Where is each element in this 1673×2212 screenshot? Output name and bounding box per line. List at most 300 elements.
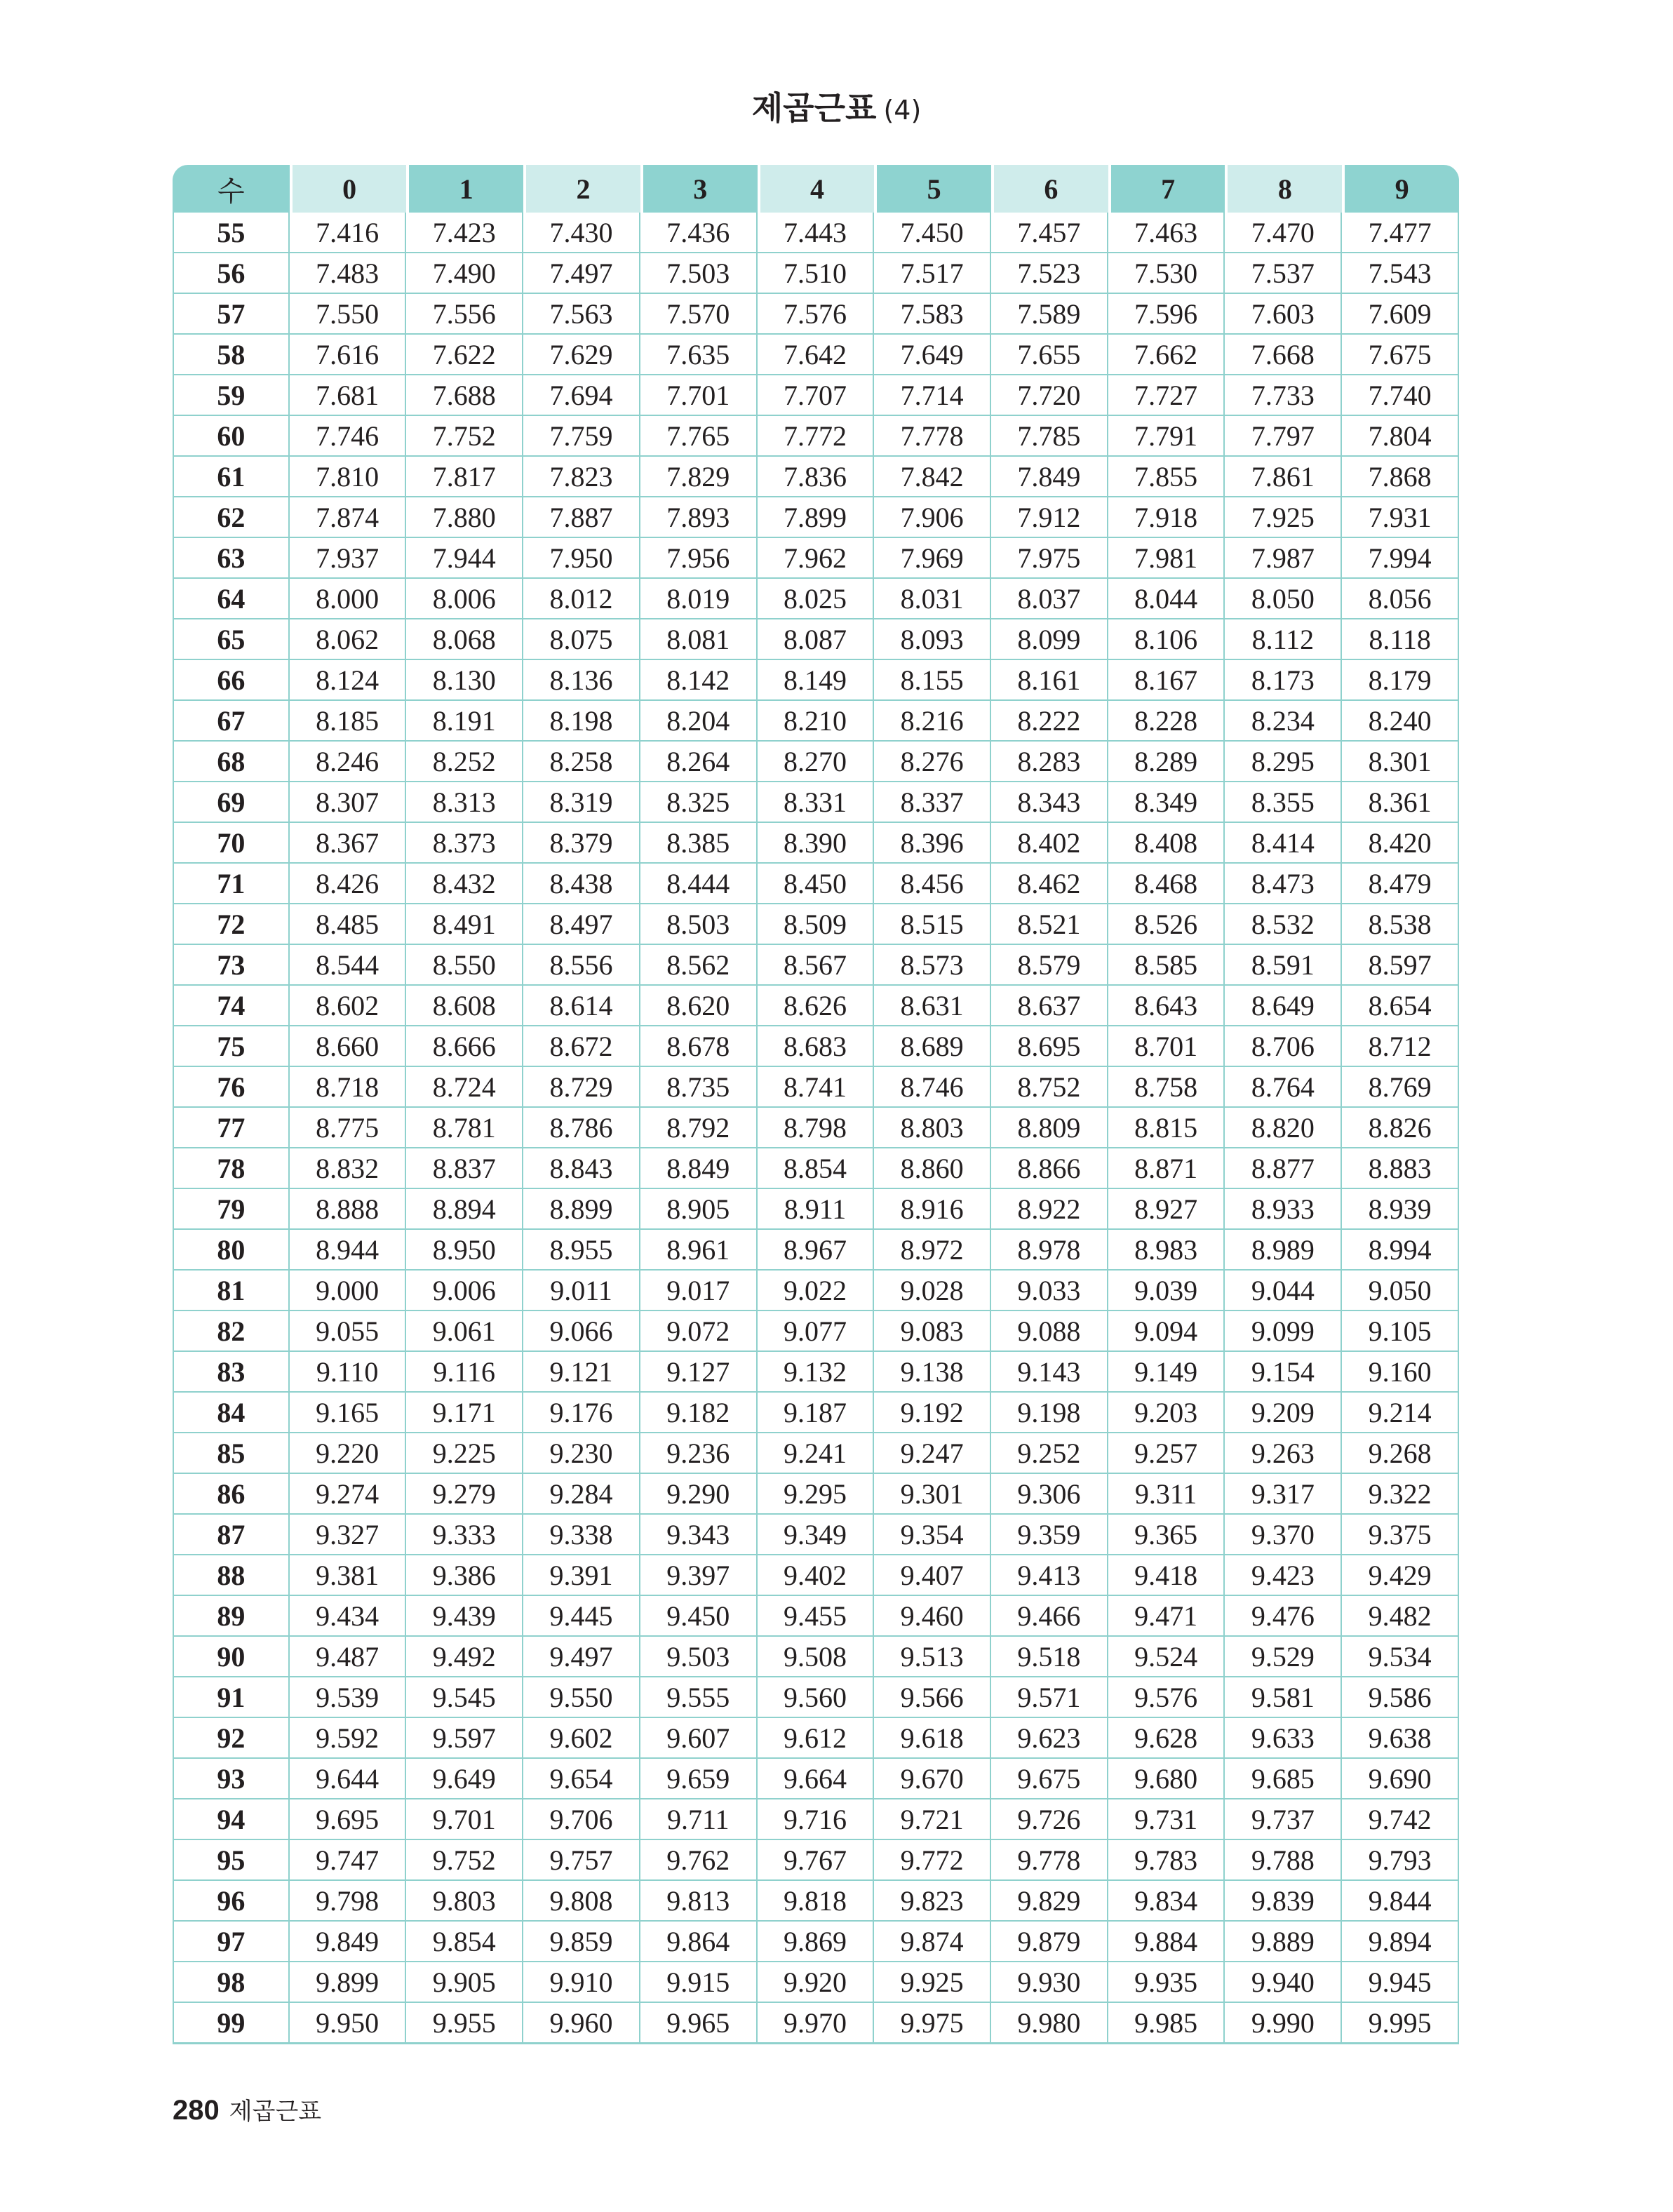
sqrt-value-cell: 9.066	[523, 1311, 640, 1352]
sqrt-value-cell: 9.783	[1108, 1840, 1225, 1881]
row-number-cell: 57	[173, 294, 290, 335]
sqrt-value-cell: 9.460	[874, 1596, 991, 1637]
sqrt-value-cell: 8.837	[406, 1148, 523, 1189]
sqrt-value-cell: 7.975	[991, 538, 1108, 579]
table-row	[173, 701, 1459, 742]
sqrt-value-cell: 8.654	[1342, 986, 1459, 1026]
sqrt-value-cell: 7.589	[991, 294, 1108, 335]
sqrt-value-cell: 8.468	[1108, 864, 1225, 904]
sqrt-value-cell: 9.375	[1342, 1515, 1459, 1555]
table-row	[173, 1962, 1459, 2003]
sqrt-value-cell: 9.798	[290, 1881, 407, 1922]
sqrt-value-cell: 9.757	[523, 1840, 640, 1881]
sqrt-value-cell: 8.426	[290, 864, 407, 904]
sqrt-value-cell: 8.899	[523, 1189, 640, 1230]
sqrt-value-cell: 7.701	[640, 375, 758, 416]
sqrt-value-cell: 7.537	[1225, 253, 1342, 294]
sqrt-value-cell: 7.956	[640, 538, 758, 579]
sqrt-value-cell: 9.940	[1225, 1962, 1342, 2003]
sqrt-value-cell: 8.307	[290, 782, 407, 823]
table-row	[173, 1311, 1459, 1352]
sqrt-value-cell: 8.081	[640, 619, 758, 660]
sqrt-value-cell: 9.965	[640, 2003, 758, 2044]
sqrt-value-cell: 7.550	[290, 294, 407, 335]
sqrt-value-cell: 7.510	[758, 253, 875, 294]
row-number-cell: 68	[173, 742, 290, 782]
sqrt-value-cell: 7.629	[523, 335, 640, 375]
sqrt-value-cell: 9.778	[991, 1840, 1108, 1881]
table-row	[173, 1637, 1459, 1677]
sqrt-value-cell: 8.056	[1342, 579, 1459, 619]
table-row	[173, 2003, 1459, 2044]
sqrt-value-cell: 9.524	[1108, 1637, 1225, 1677]
sqrt-value-cell: 9.633	[1225, 1718, 1342, 1759]
sqrt-value-cell: 8.497	[523, 904, 640, 945]
row-number-cell: 99	[173, 2003, 290, 2044]
table-row	[173, 782, 1459, 823]
sqrt-value-cell: 8.950	[406, 1230, 523, 1271]
sqrt-value-cell: 8.758	[1108, 1067, 1225, 1108]
sqrt-value-cell: 9.354	[874, 1515, 991, 1555]
sqrt-value-cell: 9.869	[758, 1922, 875, 1962]
sqrt-value-cell: 9.711	[640, 1799, 758, 1840]
table-row	[173, 742, 1459, 782]
sqrt-value-cell: 8.526	[1108, 904, 1225, 945]
sqrt-value-cell: 8.608	[406, 986, 523, 1026]
sqrt-value-cell: 8.860	[874, 1148, 991, 1189]
sqrt-value-cell: 9.343	[640, 1515, 758, 1555]
sqrt-value-cell: 8.491	[406, 904, 523, 945]
sqrt-value-cell: 7.765	[640, 416, 758, 457]
sqrt-value-cell: 7.635	[640, 335, 758, 375]
table-row	[173, 294, 1459, 335]
table-row	[173, 986, 1459, 1026]
sqrt-value-cell: 7.880	[406, 497, 523, 538]
sqrt-value-cell: 7.622	[406, 335, 523, 375]
sqrt-value-cell: 7.675	[1342, 335, 1459, 375]
sqrt-value-cell: 8.532	[1225, 904, 1342, 945]
sqrt-value-cell: 9.915	[640, 1962, 758, 2003]
sqrt-value-cell: 9.257	[1108, 1433, 1225, 1474]
sqrt-value-cell: 8.544	[290, 945, 407, 986]
sqrt-value-cell: 9.788	[1225, 1840, 1342, 1881]
sqrt-value-cell: 9.072	[640, 1311, 758, 1352]
sqrt-value-cell: 9.889	[1225, 1922, 1342, 1962]
sqrt-value-cell: 8.678	[640, 1026, 758, 1067]
sqrt-value-cell: 8.075	[523, 619, 640, 660]
sqrt-value-cell: 8.994	[1342, 1230, 1459, 1271]
sqrt-value-cell: 8.967	[758, 1230, 875, 1271]
sqrt-value-cell: 8.432	[406, 864, 523, 904]
sqrt-value-cell: 9.586	[1342, 1677, 1459, 1718]
sqrt-value-cell: 8.234	[1225, 701, 1342, 742]
sqrt-value-cell: 7.497	[523, 253, 640, 294]
sqrt-value-cell: 8.933	[1225, 1189, 1342, 1230]
sqrt-value-cell: 7.733	[1225, 375, 1342, 416]
sqrt-value-cell: 8.456	[874, 864, 991, 904]
sqrt-value-cell: 8.420	[1342, 823, 1459, 864]
sqrt-value-cell: 8.025	[758, 579, 875, 619]
sqrt-value-cell: 9.975	[874, 2003, 991, 2044]
sqrt-value-cell: 9.612	[758, 1718, 875, 1759]
sqrt-value-cell: 7.596	[1108, 294, 1225, 335]
sqrt-value-cell: 9.879	[991, 1922, 1108, 1962]
sqrt-value-cell: 7.874	[290, 497, 407, 538]
sqrt-value-cell: 8.573	[874, 945, 991, 986]
row-number-cell: 97	[173, 1922, 290, 1962]
sqrt-value-cell: 8.044	[1108, 579, 1225, 619]
sqrt-value-cell: 9.165	[290, 1393, 407, 1433]
sqrt-value-cell: 8.479	[1342, 864, 1459, 904]
row-number-cell: 65	[173, 619, 290, 660]
table-row	[173, 864, 1459, 904]
sqrt-value-cell: 7.797	[1225, 416, 1342, 457]
header-col-5: 5	[874, 165, 991, 213]
sqrt-value-cell: 9.033	[991, 1271, 1108, 1311]
sqrt-value-cell: 9.077	[758, 1311, 875, 1352]
sqrt-value-cell: 9.039	[1108, 1271, 1225, 1311]
sqrt-value-cell: 8.331	[758, 782, 875, 823]
sqrt-value-cell: 9.083	[874, 1311, 991, 1352]
sqrt-value-cell: 7.583	[874, 294, 991, 335]
sqrt-value-cell: 9.864	[640, 1922, 758, 1962]
sqrt-value-cell: 9.829	[991, 1881, 1108, 1922]
sqrt-value-cell: 8.781	[406, 1108, 523, 1148]
sqrt-value-cell: 7.785	[991, 416, 1108, 457]
sqrt-value-cell: 9.225	[406, 1433, 523, 1474]
sqrt-value-cell: 8.438	[523, 864, 640, 904]
sqrt-value-cell: 8.741	[758, 1067, 875, 1108]
sqrt-value-cell: 8.815	[1108, 1108, 1225, 1148]
sqrt-value-cell: 7.804	[1342, 416, 1459, 457]
row-number-cell: 77	[173, 1108, 290, 1148]
sqrt-value-cell: 9.731	[1108, 1799, 1225, 1840]
sqrt-value-cell: 9.220	[290, 1433, 407, 1474]
sqrt-value-cell: 7.810	[290, 457, 407, 497]
sqrt-value-cell: 8.450	[758, 864, 875, 904]
sqrt-value-cell: 8.843	[523, 1148, 640, 1189]
sqrt-value-cell: 7.430	[523, 213, 640, 253]
sqrt-value-cell: 7.530	[1108, 253, 1225, 294]
sqrt-value-cell: 8.325	[640, 782, 758, 823]
sqrt-value-cell: 9.839	[1225, 1881, 1342, 1922]
sqrt-value-cell: 7.868	[1342, 457, 1459, 497]
sqrt-value-cell: 8.649	[1225, 986, 1342, 1026]
sqrt-value-cell: 9.132	[758, 1352, 875, 1393]
table-row	[173, 619, 1459, 660]
row-number-cell: 66	[173, 660, 290, 701]
table-row	[173, 1067, 1459, 1108]
table-row	[173, 1148, 1459, 1189]
sqrt-value-cell: 8.792	[640, 1108, 758, 1148]
sqrt-value-cell: 8.939	[1342, 1189, 1459, 1230]
sqrt-value-cell: 9.413	[991, 1555, 1108, 1596]
sqrt-value-cell: 9.726	[991, 1799, 1108, 1840]
sqrt-value-cell: 9.623	[991, 1718, 1108, 1759]
sqrt-value-cell: 8.809	[991, 1108, 1108, 1148]
sqrt-value-cell: 9.274	[290, 1474, 407, 1515]
sqrt-value-cell: 9.654	[523, 1759, 640, 1799]
sqrt-value-cell: 7.436	[640, 213, 758, 253]
sqrt-value-cell: 7.576	[758, 294, 875, 335]
sqrt-value-cell: 8.264	[640, 742, 758, 782]
sqrt-value-cell: 8.911	[758, 1189, 875, 1230]
sqrt-value-cell: 8.894	[406, 1189, 523, 1230]
page-footer	[173, 2092, 321, 2126]
sqrt-value-cell: 9.455	[758, 1596, 875, 1637]
sqrt-value-cell: 8.210	[758, 701, 875, 742]
sqrt-value-cell: 9.429	[1342, 1555, 1459, 1596]
sqrt-value-cell: 7.912	[991, 497, 1108, 538]
sqrt-value-cell: 8.118	[1342, 619, 1459, 660]
sqrt-value-cell: 9.706	[523, 1799, 640, 1840]
table-row	[173, 1515, 1459, 1555]
sqrt-value-cell: 7.759	[523, 416, 640, 457]
sqrt-value-cell: 9.268	[1342, 1433, 1459, 1474]
sqrt-value-cell: 9.397	[640, 1555, 758, 1596]
sqrt-value-cell: 8.905	[640, 1189, 758, 1230]
sqrt-value-cell: 7.969	[874, 538, 991, 579]
sqrt-value-cell: 7.490	[406, 253, 523, 294]
sqrt-value-cell: 7.887	[523, 497, 640, 538]
sqrt-value-cell: 9.322	[1342, 1474, 1459, 1515]
sqrt-value-cell: 8.006	[406, 579, 523, 619]
sqrt-value-cell: 7.694	[523, 375, 640, 416]
sqrt-value-cell: 9.230	[523, 1433, 640, 1474]
sqrt-value-cell: 8.124	[290, 660, 407, 701]
sqrt-value-cell: 9.011	[523, 1271, 640, 1311]
sqrt-value-cell: 8.877	[1225, 1148, 1342, 1189]
sqrt-value-cell: 9.149	[1108, 1352, 1225, 1393]
table-row	[173, 457, 1459, 497]
sqrt-value-cell: 9.006	[406, 1271, 523, 1311]
sqrt-value-cell: 9.198	[991, 1393, 1108, 1433]
sqrt-value-cell: 9.022	[758, 1271, 875, 1311]
sqrt-value-cell: 9.116	[406, 1352, 523, 1393]
sqrt-value-cell: 8.803	[874, 1108, 991, 1148]
table-row	[173, 1026, 1459, 1067]
sqrt-value-cell: 9.176	[523, 1393, 640, 1433]
sqrt-value-cell: 8.276	[874, 742, 991, 782]
table-row	[173, 335, 1459, 375]
sqrt-value-cell: 7.457	[991, 213, 1108, 253]
sqrt-value-cell: 9.386	[406, 1555, 523, 1596]
sqrt-value-cell: 9.854	[406, 1922, 523, 1962]
table-row	[173, 1677, 1459, 1718]
sqrt-value-cell: 8.626	[758, 986, 875, 1026]
sqrt-value-cell: 8.689	[874, 1026, 991, 1067]
sqrt-value-cell: 8.775	[290, 1108, 407, 1148]
sqrt-value-cell: 9.539	[290, 1677, 407, 1718]
footer-label: 제곱근표	[229, 2098, 322, 2126]
sqrt-value-cell: 9.884	[1108, 1922, 1225, 1962]
sqrt-value-cell: 7.893	[640, 497, 758, 538]
table-row	[173, 1881, 1459, 1922]
sqrt-value-cell: 9.818	[758, 1881, 875, 1922]
sqrt-value-cell: 7.714	[874, 375, 991, 416]
sqrt-value-cell: 9.849	[290, 1922, 407, 1962]
sqrt-value-cell: 8.866	[991, 1148, 1108, 1189]
row-number-cell: 96	[173, 1881, 290, 1922]
sqrt-value-cell: 9.182	[640, 1393, 758, 1433]
sqrt-value-cell: 9.279	[406, 1474, 523, 1515]
table-row	[173, 1230, 1459, 1271]
sqrt-value-cell: 8.922	[991, 1189, 1108, 1230]
sqrt-value-cell: 8.191	[406, 701, 523, 742]
row-number-cell: 92	[173, 1718, 290, 1759]
sqrt-value-cell: 9.192	[874, 1393, 991, 1433]
sqrt-value-cell: 8.396	[874, 823, 991, 864]
sqrt-value-cell: 9.359	[991, 1515, 1108, 1555]
sqrt-value-cell: 9.487	[290, 1637, 407, 1677]
sqrt-value-cell: 8.373	[406, 823, 523, 864]
row-number-cell: 84	[173, 1393, 290, 1433]
sqrt-value-cell: 8.849	[640, 1148, 758, 1189]
sqrt-value-cell: 8.989	[1225, 1230, 1342, 1271]
sqrt-value-cell: 7.791	[1108, 416, 1225, 457]
row-number-cell: 80	[173, 1230, 290, 1271]
row-number-cell: 88	[173, 1555, 290, 1596]
sqrt-value-cell: 7.649	[874, 335, 991, 375]
sqrt-value-cell: 9.659	[640, 1759, 758, 1799]
sqrt-value-cell: 8.983	[1108, 1230, 1225, 1271]
sqrt-value-cell: 7.778	[874, 416, 991, 457]
sqrt-value-cell: 9.592	[290, 1718, 407, 1759]
table-row	[173, 375, 1459, 416]
sqrt-value-cell: 7.752	[406, 416, 523, 457]
sqrt-value-cell: 7.931	[1342, 497, 1459, 538]
sqrt-value-cell: 9.105	[1342, 1311, 1459, 1352]
sqrt-value-cell: 8.390	[758, 823, 875, 864]
sqrt-value-cell: 8.283	[991, 742, 1108, 782]
sqrt-value-cell: 9.607	[640, 1718, 758, 1759]
table-row	[173, 1433, 1459, 1474]
sqrt-value-cell: 9.306	[991, 1474, 1108, 1515]
sqrt-value-cell: 7.416	[290, 213, 407, 253]
sqrt-value-cell: 9.492	[406, 1637, 523, 1677]
sqrt-value-cell: 8.222	[991, 701, 1108, 742]
header-col-0: 0	[290, 165, 407, 213]
sqrt-value-cell: 9.311	[1108, 1474, 1225, 1515]
sqrt-value-cell: 8.683	[758, 1026, 875, 1067]
sqrt-value-cell: 8.313	[406, 782, 523, 823]
row-number-cell: 78	[173, 1148, 290, 1189]
row-number-cell: 64	[173, 579, 290, 619]
sqrt-value-cell: 9.143	[991, 1352, 1108, 1393]
sqrt-value-cell: 9.513	[874, 1637, 991, 1677]
sqrt-value-cell: 8.972	[874, 1230, 991, 1271]
row-number-cell: 82	[173, 1311, 290, 1352]
sqrt-value-cell: 7.470	[1225, 213, 1342, 253]
table-row	[173, 416, 1459, 457]
sqrt-value-cell: 9.894	[1342, 1922, 1459, 1962]
table-row	[173, 1352, 1459, 1393]
sqrt-value-cell: 8.746	[874, 1067, 991, 1108]
sqrt-value-cell: 8.672	[523, 1026, 640, 1067]
sqrt-value-cell: 8.614	[523, 986, 640, 1026]
sqrt-value-cell: 9.737	[1225, 1799, 1342, 1840]
sqrt-value-cell: 8.099	[991, 619, 1108, 660]
sqrt-value-cell: 7.570	[640, 294, 758, 335]
sqrt-value-cell: 9.391	[523, 1555, 640, 1596]
sqrt-value-cell: 9.333	[406, 1515, 523, 1555]
sqrt-value-cell: 7.987	[1225, 538, 1342, 579]
sqrt-value-cell: 9.920	[758, 1962, 875, 2003]
sqrt-value-cell: 9.980	[991, 2003, 1108, 2044]
sqrt-value-cell: 7.503	[640, 253, 758, 294]
sqrt-value-cell: 8.444	[640, 864, 758, 904]
table-row	[173, 1759, 1459, 1799]
sqrt-value-cell: 9.450	[640, 1596, 758, 1637]
sqrt-value-cell: 9.935	[1108, 1962, 1225, 2003]
sqrt-value-cell: 7.740	[1342, 375, 1459, 416]
sqrt-value-cell: 9.295	[758, 1474, 875, 1515]
sqrt-value-cell: 7.688	[406, 375, 523, 416]
sqrt-value-cell: 8.764	[1225, 1067, 1342, 1108]
sqrt-value-cell: 8.666	[406, 1026, 523, 1067]
sqrt-value-cell: 9.576	[1108, 1677, 1225, 1718]
table-row	[173, 660, 1459, 701]
sqrt-value-cell: 9.290	[640, 1474, 758, 1515]
sqrt-value-cell: 9.000	[290, 1271, 407, 1311]
sqrt-value-cell: 9.381	[290, 1555, 407, 1596]
sqrt-value-cell: 8.602	[290, 986, 407, 1026]
table-body	[173, 213, 1459, 2044]
sqrt-value-cell: 8.724	[406, 1067, 523, 1108]
sqrt-value-cell: 8.643	[1108, 986, 1225, 1026]
sqrt-value-cell: 9.747	[290, 1840, 407, 1881]
sqrt-value-cell: 8.136	[523, 660, 640, 701]
table-row	[173, 1840, 1459, 1881]
row-number-cell: 76	[173, 1067, 290, 1108]
sqrt-value-cell: 8.515	[874, 904, 991, 945]
table-header-row	[173, 165, 1459, 213]
row-number-cell: 59	[173, 375, 290, 416]
row-number-cell: 73	[173, 945, 290, 986]
sqrt-value-cell: 7.950	[523, 538, 640, 579]
sqrt-value-cell: 9.094	[1108, 1311, 1225, 1352]
sqrt-value-cell: 9.834	[1108, 1881, 1225, 1922]
table-row	[173, 579, 1459, 619]
sqrt-value-cell: 9.581	[1225, 1677, 1342, 1718]
sqrt-value-cell: 9.910	[523, 1962, 640, 2003]
sqrt-value-cell: 9.602	[523, 1718, 640, 1759]
row-number-cell: 61	[173, 457, 290, 497]
sqrt-value-cell: 9.742	[1342, 1799, 1459, 1840]
sqrt-value-cell: 8.062	[290, 619, 407, 660]
row-number-cell: 89	[173, 1596, 290, 1637]
sqrt-value-cell: 9.874	[874, 1922, 991, 1962]
sqrt-value-cell: 9.497	[523, 1637, 640, 1677]
sqrt-value-cell: 8.198	[523, 701, 640, 742]
sqrt-value-cell: 8.729	[523, 1067, 640, 1108]
header-col-9: 9	[1342, 165, 1459, 213]
sqrt-value-cell: 8.735	[640, 1067, 758, 1108]
sqrt-value-cell: 9.418	[1108, 1555, 1225, 1596]
sqrt-value-cell: 8.301	[1342, 742, 1459, 782]
sqrt-value-cell: 8.871	[1108, 1148, 1225, 1189]
sqrt-value-cell: 8.216	[874, 701, 991, 742]
row-number-cell: 79	[173, 1189, 290, 1230]
sqrt-value-cell: 8.585	[1108, 945, 1225, 986]
table-row	[173, 1189, 1459, 1230]
row-number-cell: 70	[173, 823, 290, 864]
sqrt-value-cell: 9.247	[874, 1433, 991, 1474]
sqrt-value-cell: 9.701	[406, 1799, 523, 1840]
sqrt-value-cell: 8.093	[874, 619, 991, 660]
sqrt-value-cell: 8.142	[640, 660, 758, 701]
sqrt-value-cell: 8.462	[991, 864, 1108, 904]
